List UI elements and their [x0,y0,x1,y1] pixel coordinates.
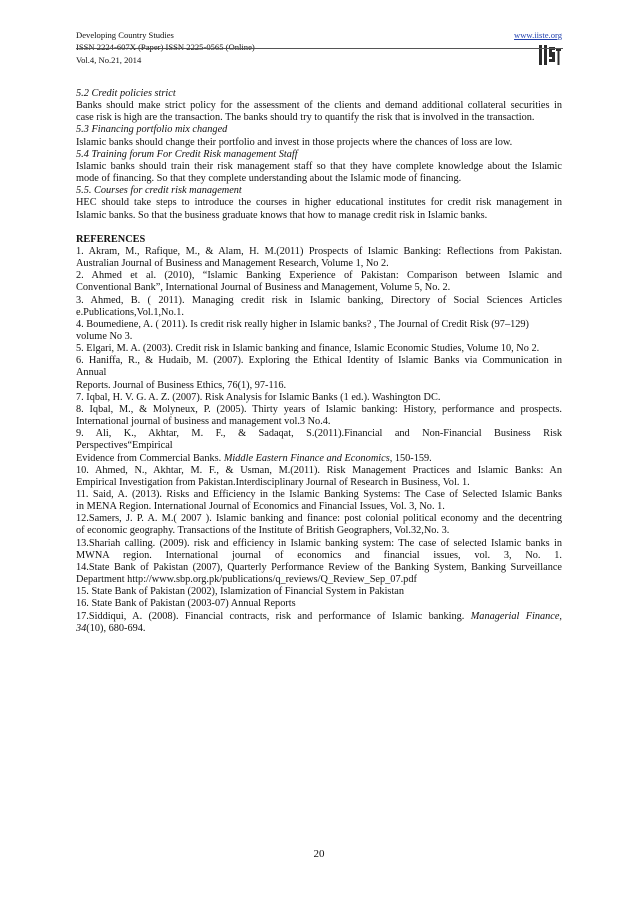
reference-line: 10. Ahmed, N., Akhtar, M. F., & Usman, M.(2011). Risk Management Practices and Islamic Banks: An [76,464,562,476]
reference-line [76,611,562,623]
reference-4 [76,319,562,343]
header-divider [76,48,563,49]
reference-16 [76,598,562,610]
reference-line: Department http://www.sbp.org.pk/publications/q_reviews/Q_Review_Sep_07.pdf [76,574,417,586]
reference-3 [76,295,562,319]
reference-line: volume No 3. [76,330,133,342]
reference-line: 12.Samers, J. P. A. M.( 2007 ). Islamic banking and finance: post colonial political economy and the decentring [76,513,562,525]
reference-5 [76,343,562,355]
body-line: Islamic banks. So that the business graduate knows that how to manage credit risk in Islamic banks. [76,209,488,221]
reference-line [76,453,562,465]
reference-line: International journal of business and management vol.3 No.4. [76,416,331,428]
body-line: HEC should take steps to introduce the courses in higher educational institutes for credit risk management in [76,197,562,209]
reference-9 [76,428,562,464]
body-line: Islamic banks should change their portfolio and invest in those projects where the chances of loss are low. [76,136,513,148]
body-line: case risk is high are the transaction. The banks should try to quantify the risk that is involved in the transaction. [76,112,535,124]
journal-title: Managerial Finance, [470,610,562,622]
reference-line: Perspectives“Empirical [76,440,173,452]
reference-text: Evidence from Commercial Banks. [76,452,224,464]
references-heading: REFERENCES [76,233,146,245]
reference-10 [76,465,562,489]
reference-6 [76,355,562,391]
reference-line: Reports. Journal of Business Ethics, 76(1), 97-116. [76,379,287,391]
reference-8 [76,404,562,428]
reference-line: 8. Iqbal, M., & Molyneux, P. (2005). Thirty years of Islamic banking: History, performance and prospects. [76,403,562,415]
reference-14 [76,562,562,586]
section-5-2 [76,88,562,124]
reference-line: 14.State Bank of Pakistan (2007), Quarterly Performance Review of the Banking System, Banking Surveillance [76,561,562,573]
reference-line: 9. Ali, K., Akhtar, M. F., & Sadaqat, S.(2011).Financial and Non-Financial Business Risk [76,428,562,440]
reference-15 [76,586,562,598]
page-number: 20 [313,848,325,860]
body-line: Islamic banks should train their risk management staff so that they have complete knowledge about the Islamic [76,160,562,172]
section-heading: 5.3 Financing portfolio mix changed [76,124,228,136]
reference-line: in MENA Region. International Journal of Economics and Financial Issues, Vol. 3, No. 1. [76,501,445,513]
reference-line [76,623,562,635]
reference-line: 11. Said, A. (2013). Risks and Efficiency in the Islamic Banking Systems: The Case of Selected Islamic Banks [76,489,562,500]
reference-line: Empirical Investigation from Pakistan.Interdisciplinary Journal of Research in Business, Vol. 1. [76,476,470,488]
journal-url-link[interactable]: www.iiste.org [514,30,562,40]
reference-text: , 150-159. [389,452,432,464]
body-line: Banks should make strict policy for the assessment of the clients and demand additional collateral securities in [76,100,562,112]
reference-line: of economic geography. Transactions of the Institute of British Geographers, Vol.32,No. 3. [76,525,450,537]
reference-line: 2. Ahmed et al. (2010), “Islamic Banking Experience of Pakistan: Comparison between Islamic and [76,270,562,282]
reference-1 [76,246,562,270]
reference-line: e.Publications,Vol.1,No.1. [76,306,184,318]
reference-line: Conventional Bank”, International Journal of Business and Management, Volume 5, No. 2. [76,282,451,294]
reference-12 [76,513,562,537]
body-line: mode of financing. So that they complete understanding about the Islamic mode of financing. [76,173,462,185]
section-heading: 5.5. Courses for credit risk management [76,185,242,197]
reference-11 [76,489,562,513]
reference-line: Australian Journal of Business and Management Research, Volume 1, No 2. [76,258,389,270]
reference-line: Annual [76,367,107,379]
article-body [76,88,562,635]
reference-line: 16. State Bank of Pakistan (2003-07) Annual Reports [76,598,296,610]
reference-13 [76,538,562,562]
section-5-4 [76,149,562,185]
section-5-3 [76,124,562,148]
reference-line: 7. Iqbal, H. V. G. A. Z. (2007). Risk Analysis for Islamic Banks (1 ed.). Washington DC. [76,391,441,403]
reference-17 [76,611,562,635]
reference-line: 6. Haniffa, R., & Hudaib, M. (2007). Exploring the Ethical Identity of Islamic Banks via Communication in [76,355,562,367]
reference-7 [76,392,562,404]
reference-line: 13.Shariah calling. (2009). risk and efficiency in Islamic banking system: The case of selected Islamic banks in [76,537,562,549]
reference-text: 17.Siddiqui, A. (2008). Financial contracts, risk and performance of Islamic banking. [76,610,471,622]
reference-line: 4. Boumediene, A. ( 2011). Is credit risk really higher in Islamic banks? , The Journal of Credit Risk (97–129) [76,318,529,330]
section-5-5 [76,185,562,221]
reference-line: 3. Ahmed, B. ( 2011). Managing credit risk in Islamic banking, Directory of Social Sciences Articles [76,294,562,306]
reference-2 [76,270,562,294]
reference-line: 5. Elgari, M. A. (2003). Credit risk in Islamic banking and finance, Islamic Economic Studies, Volume 10, No 2. [76,343,540,355]
issn-line: ISSN 2224-607X (Paper) ISSN 2225-0565 (Online) [76,42,255,53]
journal-name: Developing Country Studies [76,30,174,40]
volume-line: Vol.4, No.21, 2014 [76,54,142,65]
reference-line: MWNA region. International journal of economics and financial issues, vol. 3, No. 1. [76,549,562,561]
reference-text: (10), 680-694. [86,622,146,634]
reference-line: 1. Akram, M., Rafique, M., & Alam, H. M.(2011) Prospects of Islamic Banking: Reflections from Pakistan. [76,245,562,257]
section-heading: 5.2 Credit policies strict [76,88,176,99]
reference-line: 15. State Bank of Pakistan (2002), Islamization of Financial System in Pakistan [76,586,405,598]
volume-number: 34 [76,622,87,634]
journal-title: Middle Eastern Finance and Economics [223,452,390,464]
section-heading: 5.4 Training forum For Credit Risk management Staff [76,148,298,160]
